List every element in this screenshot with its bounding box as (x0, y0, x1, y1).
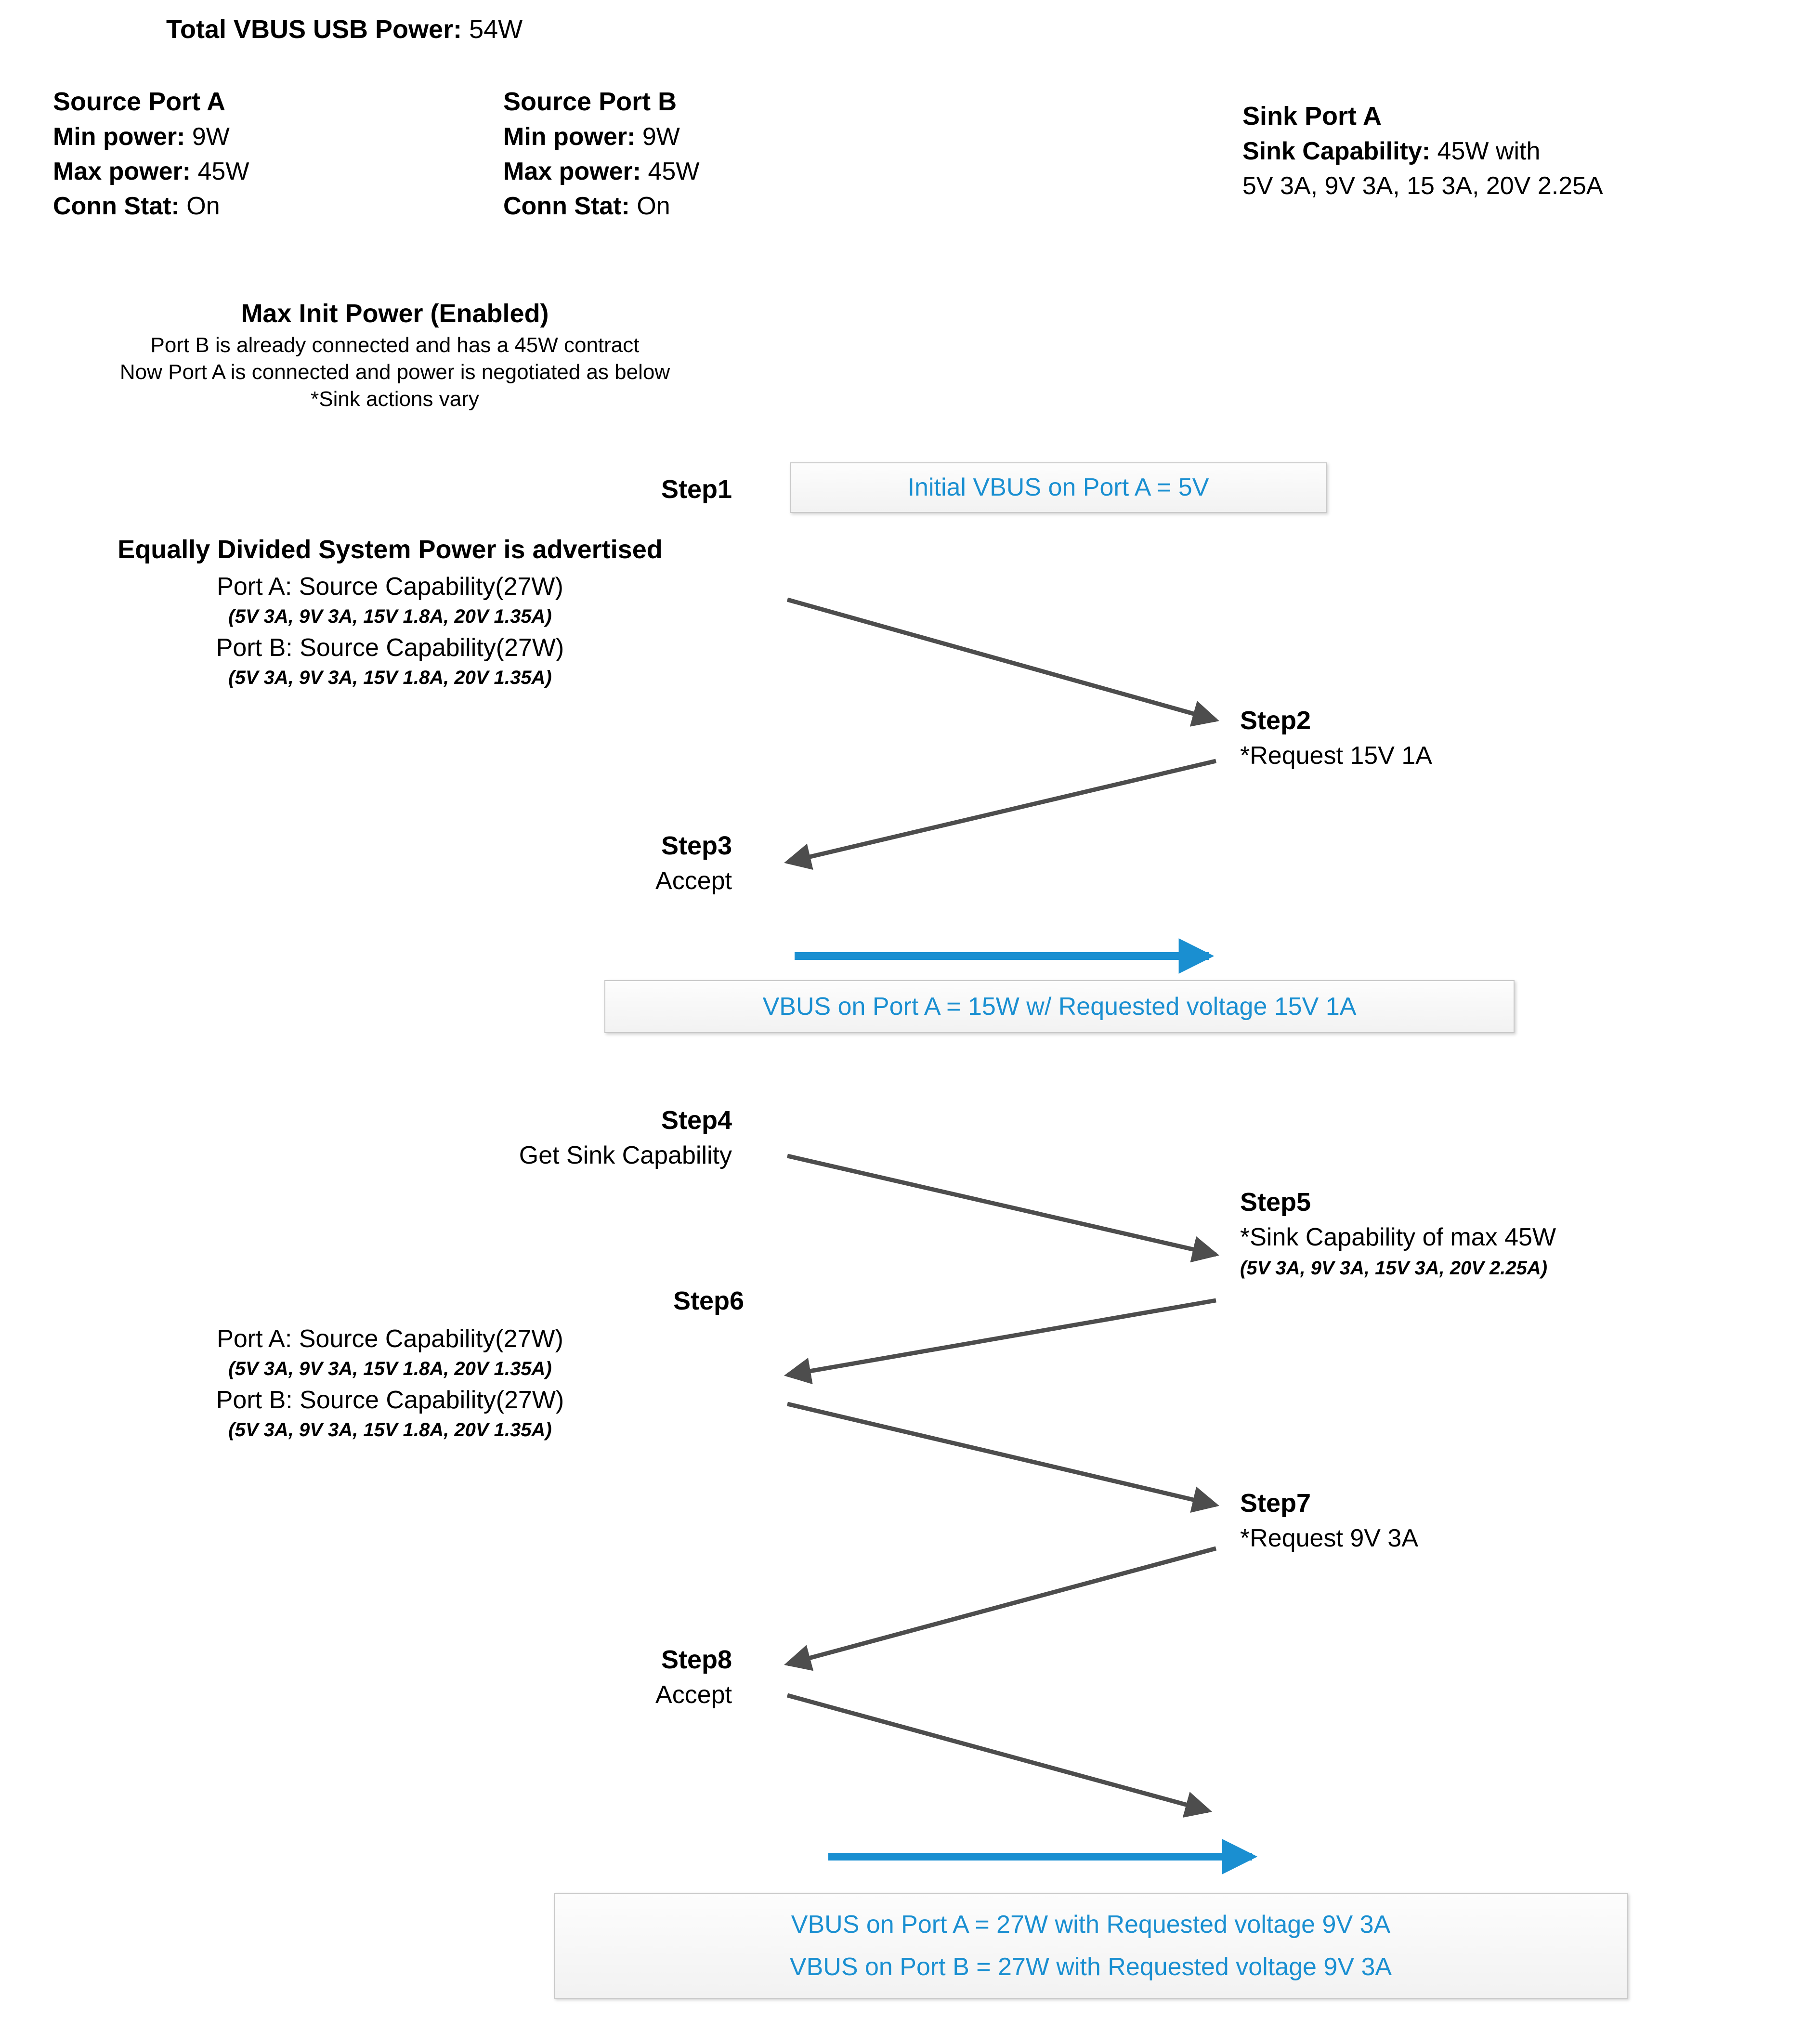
step4-block (366, 1105, 732, 1170)
scenario-line-1: Port B is already connected and has a 45W contract (150, 333, 640, 357)
step3-label: Step3 (661, 831, 732, 860)
step1-label: Step1 (661, 475, 732, 504)
sink-port-a-block (1242, 101, 1603, 200)
sink-capability-detail: 5V 3A, 9V 3A, 15 3A, 20V 2.25A (1242, 172, 1603, 200)
step3-text: Accept (655, 867, 732, 895)
conn-stat-value: On (186, 192, 220, 220)
total-power-line (166, 14, 523, 44)
source-port-a-title: Source Port A (53, 87, 226, 116)
arrow-step1-to-step2 (787, 600, 1216, 720)
step1-content (0, 535, 780, 689)
min-power-value: 9W (642, 123, 680, 151)
step2-text: *Request 15V 1A (1240, 742, 1432, 770)
total-power-value: 54W (469, 15, 523, 44)
total-power-label: Total VBUS USB Power: (166, 15, 462, 44)
step5-block (1240, 1187, 1556, 1279)
callout-after-step3 (604, 980, 1515, 1033)
step4-text: Get Sink Capability (519, 1141, 732, 1169)
step1-port-b: Port B: Source Capability(27W) (216, 634, 564, 662)
source-port-b-conn-stat (503, 192, 699, 221)
min-power-label: Min power: (53, 123, 185, 151)
step7-label: Step7 (1240, 1489, 1311, 1518)
source-port-b-block (503, 87, 699, 221)
conn-stat-label: Conn Stat: (503, 192, 630, 220)
arrow-step7-to-step8 (787, 1548, 1216, 1664)
step5-detail: (5V 3A, 9V 3A, 15V 3A, 20V 2.25A) (1240, 1258, 1548, 1279)
step5-text: *Sink Capability of max 45W (1240, 1223, 1556, 1251)
sink-port-a-title: Sink Port A (1242, 102, 1382, 131)
arrow-step6-to-step7 (787, 1404, 1216, 1505)
source-port-b-min-power (503, 122, 699, 151)
step8-block (366, 1645, 732, 1709)
sink-capability-label: Sink Capability: (1242, 137, 1431, 165)
source-port-b-title: Source Port B (503, 87, 677, 116)
step8-label: Step8 (661, 1645, 732, 1674)
step2-label: Step2 (1240, 706, 1311, 735)
min-power-value: 9W (192, 123, 230, 151)
step7-block (1240, 1488, 1418, 1553)
source-port-b-max-power (503, 157, 699, 186)
step2-block (1240, 706, 1432, 770)
conn-stat-value: On (637, 192, 670, 220)
arrow-step4-to-step5 (787, 1156, 1216, 1255)
step1-port-a-detail: (5V 3A, 9V 3A, 15V 1.8A, 20V 1.35A) (228, 606, 552, 627)
conn-stat-label: Conn Stat: (53, 192, 180, 220)
max-power-value: 45W (197, 157, 249, 185)
min-power-label: Min power: (503, 123, 636, 151)
step5-label: Step5 (1240, 1188, 1311, 1217)
source-port-a-max-power (53, 157, 249, 186)
callout-final-line-2: VBUS on Port B = 27W with Requested voltage 9V 3A (789, 1953, 1392, 1981)
step6-port-a: Port A: Source Capability(27W) (217, 1325, 563, 1353)
callout-final (554, 1893, 1628, 1999)
arrow-step2-to-step3 (787, 761, 1216, 862)
callout-after-step3-text: VBUS on Port A = 15W w/ Requested voltage 15V 1A (762, 992, 1357, 1021)
step6-label: Step6 (673, 1286, 744, 1315)
max-power-label: Max power: (503, 157, 641, 185)
step1-heading: Equally Divided System Power is advertised (118, 535, 663, 564)
sink-capability-value: 45W with (1437, 137, 1541, 165)
step3-block (366, 831, 732, 895)
step1-port-a: Port A: Source Capability(27W) (217, 573, 563, 601)
step7-text: *Request 9V 3A (1240, 1524, 1419, 1552)
source-port-a-conn-stat (53, 192, 249, 221)
max-power-value: 45W (648, 157, 700, 185)
arrow-step5-to-step6 (787, 1300, 1216, 1375)
step6-block (0, 1286, 780, 1441)
callout-final-line-1: VBUS on Port A = 27W with Requested voltage 9V 3A (791, 1910, 1391, 1939)
callout-initial-vbus (790, 462, 1327, 513)
step1-port-b-detail: (5V 3A, 9V 3A, 15V 1.8A, 20V 1.35A) (228, 667, 552, 688)
scenario-line-3: *Sink actions vary (311, 387, 479, 411)
step4-label: Step4 (661, 1106, 732, 1135)
arrow-step8-to-final (787, 1695, 1209, 1811)
sink-capability-line (1242, 137, 1603, 166)
step6-port-a-detail: (5V 3A, 9V 3A, 15V 1.8A, 20V 1.35A) (228, 1358, 552, 1379)
max-power-label: Max power: (53, 157, 191, 185)
scenario-title: Max Init Power (Enabled) (241, 299, 549, 328)
source-port-a-min-power (53, 122, 249, 151)
step6-port-b: Port B: Source Capability(27W) (216, 1386, 564, 1414)
source-port-a-block (53, 87, 249, 221)
scenario-block (0, 299, 790, 411)
callout-initial-vbus-text: Initial VBUS on Port A = 5V (907, 473, 1209, 502)
scenario-line-2: Now Port A is connected and power is negotiated as below (119, 360, 670, 384)
step6-port-b-detail: (5V 3A, 9V 3A, 15V 1.8A, 20V 1.35A) (228, 1419, 552, 1441)
step8-text: Accept (655, 1681, 732, 1709)
